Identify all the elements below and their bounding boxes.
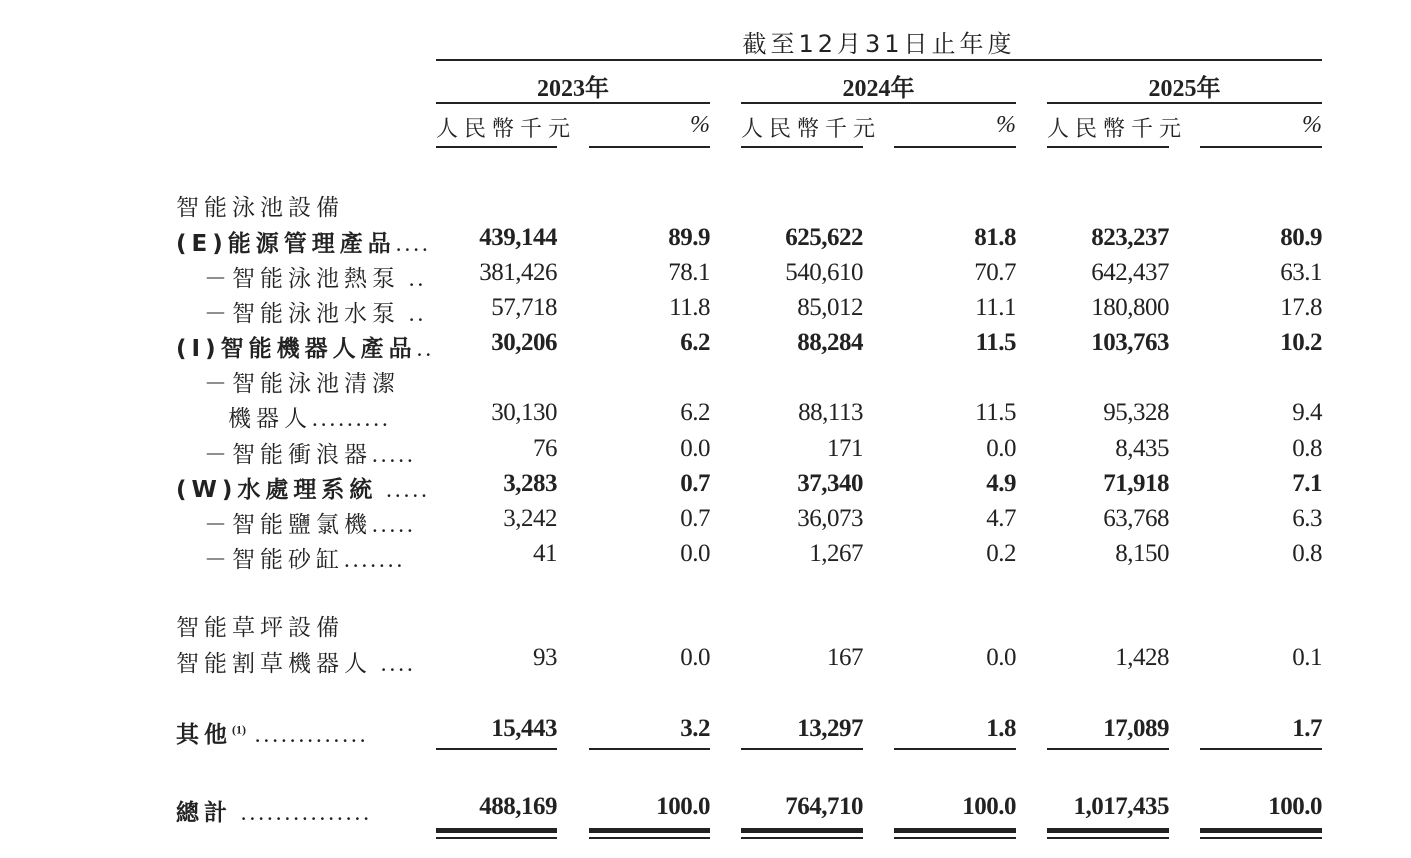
row-label-text: 機器人	[228, 406, 312, 432]
percent-cell: 70.7	[974, 259, 1016, 286]
leader-dots: ..	[416, 336, 435, 361]
amount-cell: 1,428	[1115, 644, 1169, 671]
amount-cell: 36,073	[797, 505, 863, 532]
percent-cell: 0.1	[1292, 644, 1322, 671]
row-label	[204, 506, 416, 539]
percent-cell: 100.0	[962, 793, 1016, 820]
row-label	[176, 330, 434, 363]
row-label	[176, 225, 431, 258]
leader-dots: .........	[312, 406, 391, 431]
row-label-text: －智能鹽氯機	[204, 512, 372, 538]
percent-cell: 11.1	[975, 294, 1016, 321]
leader-dots: .......	[344, 547, 406, 572]
row-label	[204, 260, 426, 293]
total-thick-rule	[741, 828, 863, 833]
others-rule-2024-rmb	[741, 748, 863, 750]
row-label-text: 其他	[176, 722, 232, 748]
total-thick-rule	[436, 828, 557, 833]
unit-label-2025: 人民幣千元	[1047, 117, 1188, 142]
year-2023-rule	[436, 102, 710, 104]
percent-cell: 89.9	[668, 224, 710, 251]
percent-cell: 4.7	[986, 505, 1016, 532]
others-rule-2024-pct	[894, 748, 1016, 750]
percent-cell: 1.8	[986, 715, 1016, 742]
amount-cell: 88,284	[797, 329, 863, 356]
year-2025-rule	[1047, 102, 1322, 104]
percent-cell: 11.5	[975, 329, 1016, 356]
amount-cell: 41	[533, 540, 557, 567]
row-label	[204, 365, 400, 398]
percent-cell: 0.0	[680, 644, 710, 671]
unit-rule-2025-pct	[1200, 146, 1322, 148]
row-label	[176, 471, 430, 504]
amount-cell: 71,918	[1103, 470, 1169, 497]
percent-cell: 0.7	[680, 505, 710, 532]
amount-cell: 3,242	[503, 505, 557, 532]
leader-dots: ..	[400, 301, 427, 326]
pct-label-2024: %	[996, 112, 1016, 138]
row-label-text: 智能割草機器人	[176, 651, 372, 677]
row-label	[176, 645, 416, 678]
total-thin-rule	[1200, 837, 1322, 839]
percent-cell: 0.0	[986, 644, 1016, 671]
percent-cell: 9.4	[1292, 399, 1322, 426]
percent-cell: 4.9	[986, 470, 1016, 497]
total-thin-rule	[1047, 837, 1169, 839]
percent-cell: 3.2	[680, 715, 710, 742]
others-rule-2023-rmb	[436, 748, 557, 750]
row-label-text: －智能泳池熱泵	[204, 266, 400, 292]
unit-rule-2023-rmb	[436, 146, 557, 148]
amount-cell: 1,017,435	[1073, 793, 1169, 820]
total-thin-rule	[589, 837, 710, 839]
amount-cell: 103,763	[1091, 329, 1169, 356]
total-thick-rule	[589, 828, 710, 833]
leader-dots: .....	[372, 442, 416, 467]
leader-dots: .....	[377, 477, 430, 502]
percent-cell: 80.9	[1280, 224, 1322, 251]
percent-cell: 0.8	[1292, 540, 1322, 567]
amount-cell: 764,710	[785, 793, 863, 820]
pct-label-2025: %	[1302, 112, 1322, 138]
percent-cell: 11.8	[669, 294, 710, 321]
amount-cell: 381,426	[479, 259, 557, 286]
amount-cell: 63,768	[1103, 505, 1169, 532]
row-label-text: 總計	[176, 800, 232, 826]
year-2024-rule	[741, 102, 1016, 104]
row-label-text: (W)水處理系統	[176, 477, 378, 503]
total-thin-rule	[894, 837, 1016, 839]
leader-dots: .............	[246, 722, 369, 747]
total-thick-rule	[894, 828, 1016, 833]
row-label	[176, 716, 369, 749]
total-thick-rule	[1047, 828, 1169, 833]
row-label-text: －智能衝浪器	[204, 442, 372, 468]
percent-cell: 0.8	[1292, 435, 1322, 462]
amount-cell: 8,435	[1115, 435, 1169, 462]
percent-cell: 0.7	[680, 470, 710, 497]
percent-cell: 0.0	[680, 540, 710, 567]
row-label	[204, 541, 405, 574]
year-2023-header: 2023年	[537, 76, 609, 102]
percent-cell: 100.0	[656, 793, 710, 820]
amount-cell: 17,089	[1103, 715, 1169, 742]
table-period-title: 截至12月31日止年度	[742, 30, 1016, 58]
amount-cell: 3,283	[503, 470, 557, 497]
total-thick-rule	[1200, 828, 1322, 833]
amount-cell: 30,206	[491, 329, 557, 356]
leader-dots: ....	[372, 651, 416, 676]
unit-rule-2024-rmb	[741, 146, 863, 148]
percent-cell: 6.2	[680, 399, 710, 426]
section-heading-pool: 智能泳池設備	[176, 195, 344, 221]
percent-cell: 0.0	[680, 435, 710, 462]
year-2025-header: 2025年	[1148, 76, 1221, 102]
year-2024-header: 2024年	[842, 76, 915, 102]
total-thin-rule	[741, 837, 863, 839]
percent-cell: 0.2	[986, 540, 1016, 567]
leader-dots: ....	[395, 231, 431, 256]
others-rule-2025-pct	[1200, 748, 1322, 750]
amount-cell: 85,012	[797, 294, 863, 321]
row-label	[176, 794, 372, 827]
unit-rule-2024-pct	[894, 146, 1016, 148]
percent-cell: 81.8	[974, 224, 1016, 251]
percent-cell: 0.0	[986, 435, 1016, 462]
row-label	[204, 436, 416, 469]
footnote-marker: (1)	[232, 722, 246, 737]
pct-label-2023: %	[690, 112, 710, 138]
unit-label-2023: 人民幣千元	[436, 117, 577, 142]
row-label	[228, 400, 391, 433]
unit-rule-2023-pct	[589, 146, 710, 148]
others-rule-2025-rmb	[1047, 748, 1169, 750]
row-label-text: －智能砂缸	[204, 547, 344, 573]
row-label	[204, 295, 426, 328]
row-label-text: －智能泳池水泵	[204, 301, 400, 327]
percent-cell: 100.0	[1268, 793, 1322, 820]
others-rule-2023-pct	[589, 748, 710, 750]
percent-cell: 63.1	[1280, 259, 1322, 286]
unit-label-2024: 人民幣千元	[741, 117, 882, 142]
amount-cell: 439,144	[479, 224, 557, 251]
amount-cell: 88,113	[798, 399, 863, 426]
amount-cell: 8,150	[1115, 540, 1169, 567]
row-label-text: －智能泳池清潔	[204, 371, 400, 397]
amount-cell: 57,718	[491, 294, 557, 321]
percent-cell: 78.1	[668, 259, 710, 286]
percent-cell: 6.3	[1292, 505, 1322, 532]
percent-cell: 7.1	[1292, 470, 1322, 497]
percent-cell: 11.5	[975, 399, 1016, 426]
percent-cell: 10.2	[1280, 329, 1322, 356]
amount-cell: 540,610	[785, 259, 863, 286]
row-label-text: (E)能源管理產品	[176, 231, 396, 257]
amount-cell: 30,130	[491, 399, 557, 426]
amount-cell: 15,443	[491, 715, 557, 742]
amount-cell: 488,169	[479, 793, 557, 820]
percent-cell: 17.8	[1280, 294, 1322, 321]
total-thin-rule	[436, 837, 557, 839]
amount-cell: 625,622	[785, 224, 863, 251]
amount-cell: 167	[827, 644, 863, 671]
unit-rule-2025-rmb	[1047, 146, 1169, 148]
amount-cell: 13,297	[797, 715, 863, 742]
amount-cell: 93	[533, 644, 557, 671]
amount-cell: 1,267	[809, 540, 863, 567]
amount-cell: 180,800	[1091, 294, 1169, 321]
amount-cell: 642,437	[1091, 259, 1169, 286]
amount-cell: 76	[533, 435, 557, 462]
amount-cell: 95,328	[1103, 399, 1169, 426]
leader-dots: ...............	[232, 800, 372, 825]
amount-cell: 823,237	[1091, 224, 1169, 251]
header-top-rule	[436, 59, 1322, 61]
amount-cell: 171	[827, 435, 863, 462]
percent-cell: 1.7	[1292, 715, 1322, 742]
section-heading-lawn: 智能草坪設備	[176, 615, 344, 641]
leader-dots: .....	[372, 512, 416, 537]
leader-dots: ..	[400, 266, 427, 291]
percent-cell: 6.2	[680, 329, 710, 356]
row-label-text: (I)智能機器人產品	[176, 336, 417, 362]
amount-cell: 37,340	[797, 470, 863, 497]
